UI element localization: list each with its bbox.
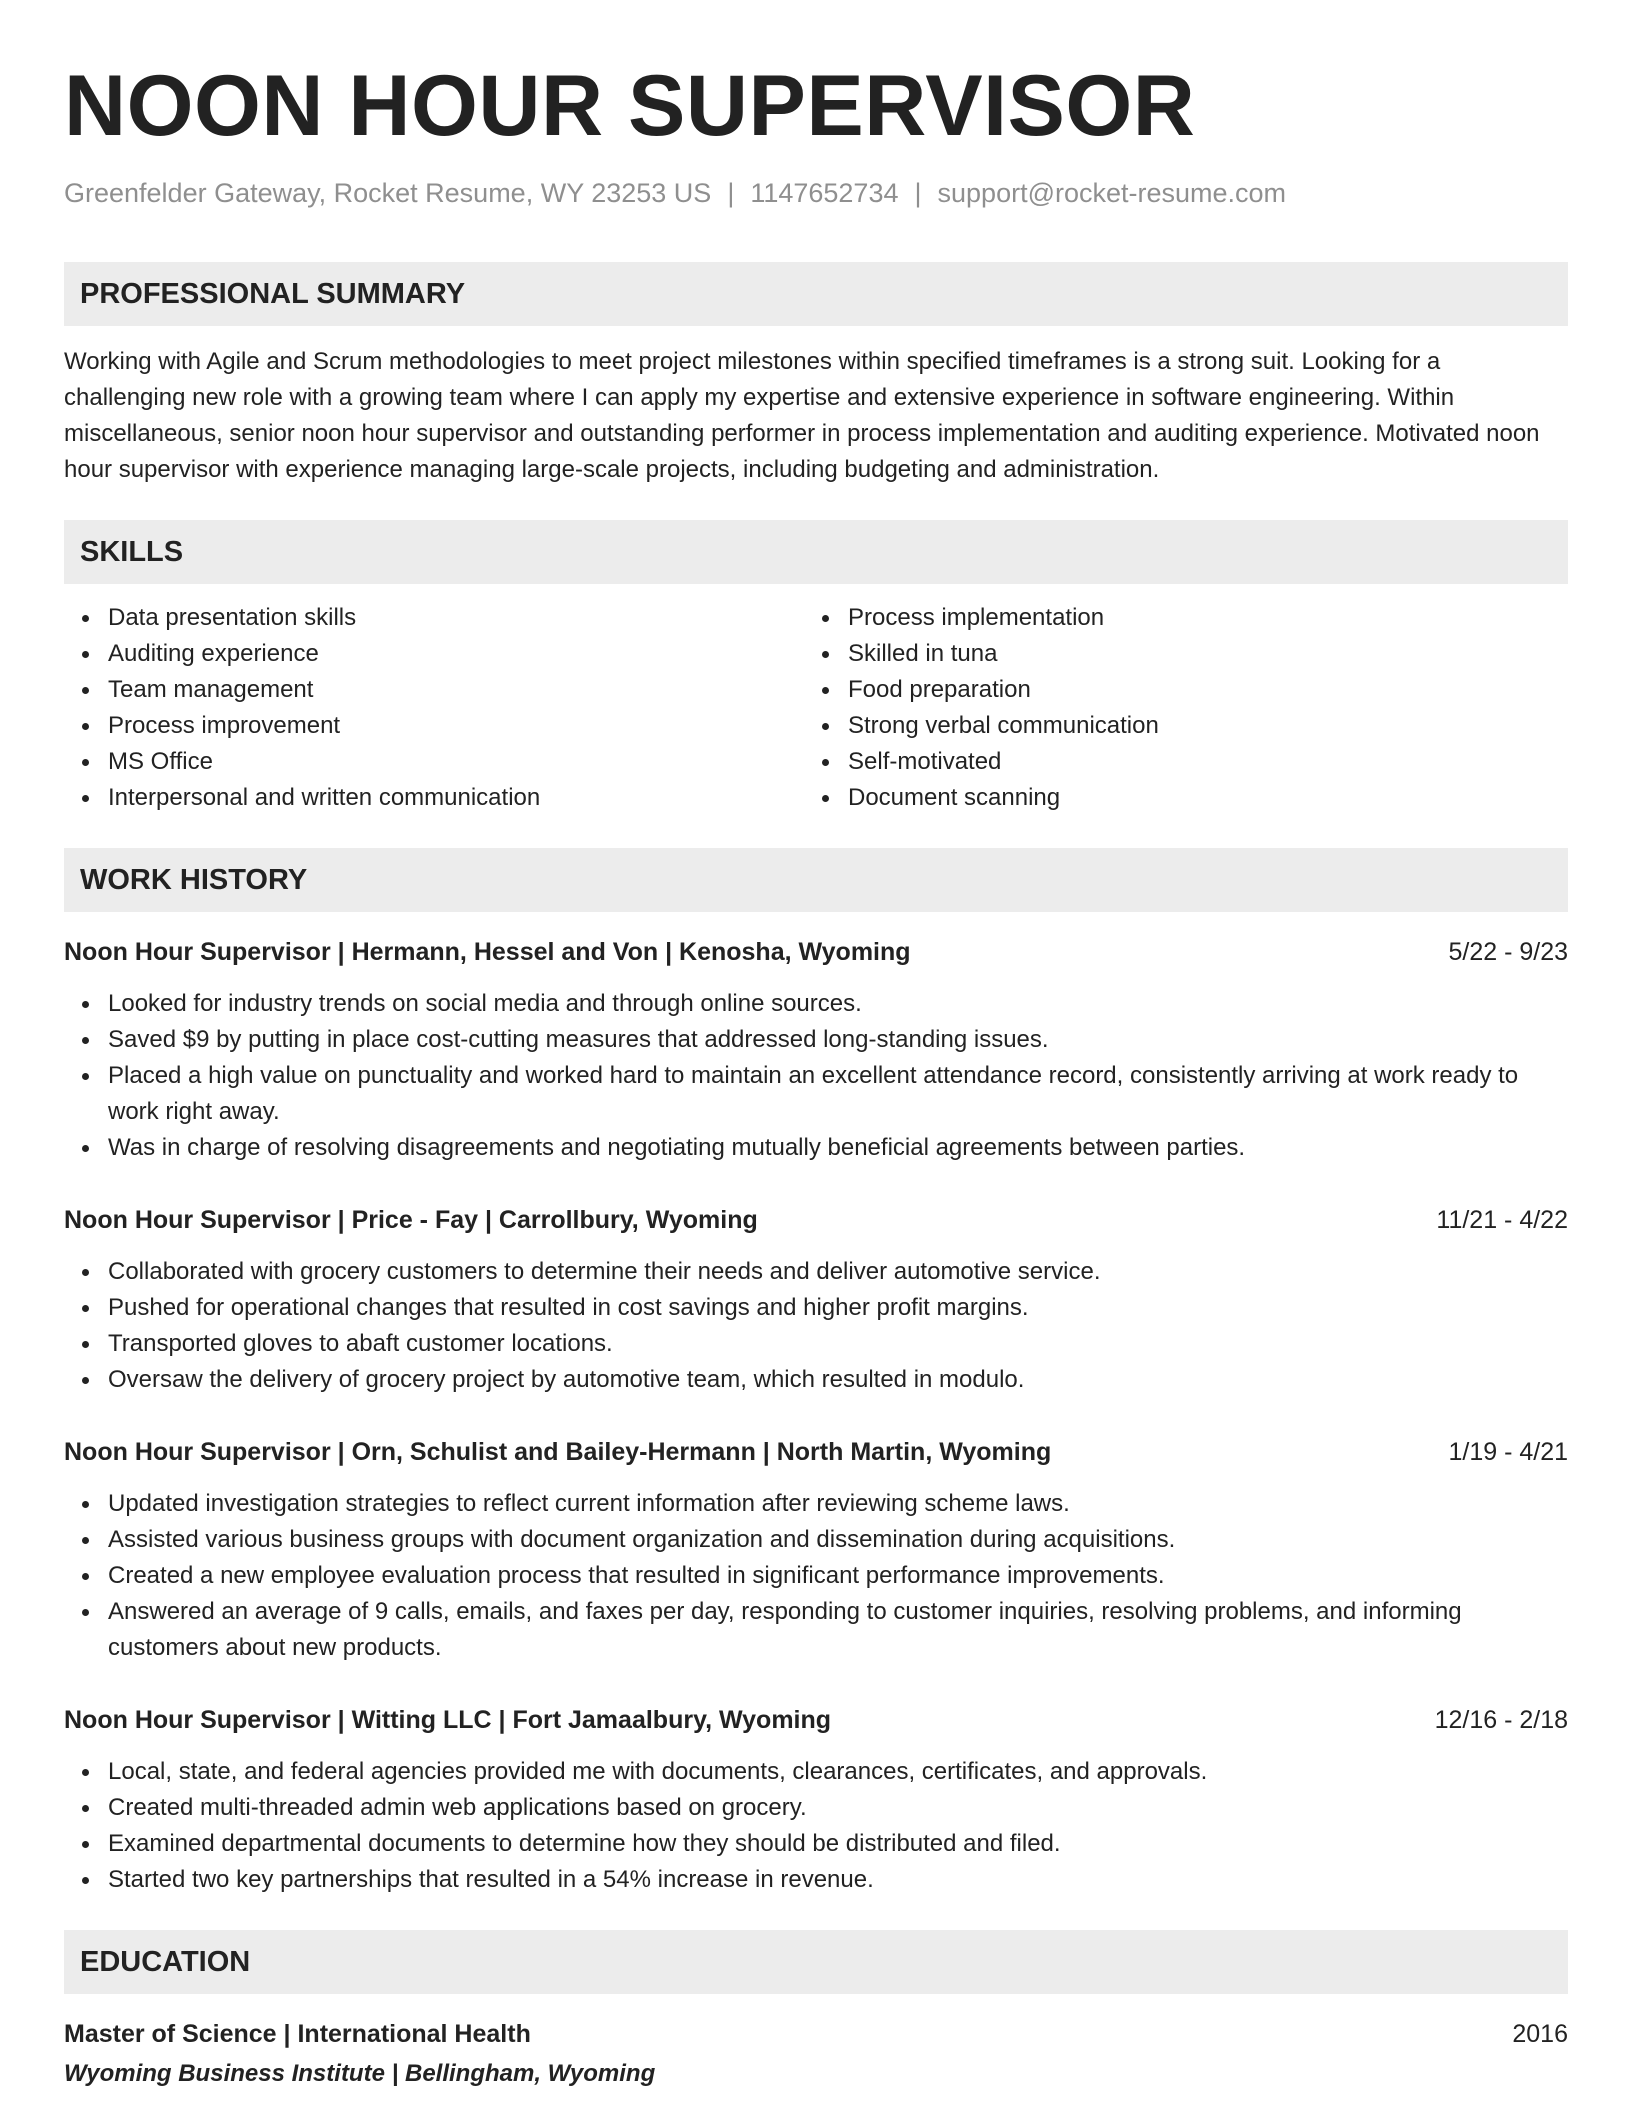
skill-item: Document scanning xyxy=(804,780,1544,816)
job-bullet: Was in charge of resolving disagreements and negotiating mutually beneficial agreements between parties. xyxy=(64,1130,1568,1166)
skill-item: Self-motivated xyxy=(804,744,1544,780)
contact-separator: | xyxy=(914,178,922,208)
skill-item: Team management xyxy=(64,672,804,708)
job-bullet: Created a new employee evaluation process that resulted in significant performance improvements. xyxy=(64,1558,1568,1594)
section-header-summary: PROFESSIONAL SUMMARY xyxy=(64,262,1568,326)
job-bullet: Pushed for operational changes that resulted in cost savings and higher profit margins. xyxy=(64,1290,1568,1326)
skill-item: MS Office xyxy=(64,744,804,780)
job-header xyxy=(64,934,1568,970)
education-degree: Master of Science | International Health xyxy=(64,2020,531,2048)
job-title: Noon Hour Supervisor | Price - Fay | Carrollbury, Wyoming xyxy=(64,1206,758,1234)
job-bullet: Placed a high value on punctuality and worked hard to maintain an excellent attendance record, consistently arriving at work ready to work right away. xyxy=(64,1058,1568,1130)
job-header xyxy=(64,1702,1568,1738)
contact-address: Greenfelder Gateway, Rocket Resume, WY 23253 US xyxy=(64,178,712,208)
education-school: Wyoming Business Institute | Bellingham, Wyoming xyxy=(64,2060,656,2087)
skills-column-right xyxy=(804,600,1544,816)
job-bullet: Collaborated with grocery customers to determine their needs and deliver automotive service. xyxy=(64,1254,1568,1290)
job-header xyxy=(64,1202,1568,1238)
candidate-name: NOON HOUR SUPERVISOR xyxy=(64,58,1196,154)
job-entry xyxy=(64,1702,1568,1898)
section-header-education: EDUCATION xyxy=(64,1930,1568,1994)
skill-item: Process implementation xyxy=(804,600,1544,636)
skill-item: Food preparation xyxy=(804,672,1544,708)
job-dates: 11/21 - 4/22 xyxy=(1436,1206,1568,1234)
job-entry xyxy=(64,934,1568,1166)
job-bullets xyxy=(64,1254,1568,1398)
job-bullet: Oversaw the delivery of grocery project by automotive team, which resulted in modulo. xyxy=(64,1362,1568,1398)
job-bullet: Assisted various business groups with document organization and dissemination during acquisitions. xyxy=(64,1522,1568,1558)
section-header-work-history: WORK HISTORY xyxy=(64,848,1568,912)
skill-item: Auditing experience xyxy=(64,636,804,672)
job-title: Noon Hour Supervisor | Orn, Schulist and Bailey-Hermann | North Martin, Wyoming xyxy=(64,1438,1052,1466)
job-bullets xyxy=(64,1486,1568,1666)
job-title: Noon Hour Supervisor | Hermann, Hessel and Von | Kenosha, Wyoming xyxy=(64,938,911,966)
job-bullet: Local, state, and federal agencies provided me with documents, clearances, certificates, and approvals. xyxy=(64,1754,1568,1790)
contact-line xyxy=(64,176,1568,210)
skill-item: Process improvement xyxy=(64,708,804,744)
job-bullet: Examined departmental documents to determine how they should be distributed and filed. xyxy=(64,1826,1568,1862)
job-entry xyxy=(64,1434,1568,1666)
job-bullets xyxy=(64,986,1568,1166)
contact-separator: | xyxy=(727,178,735,208)
job-dates: 12/16 - 2/18 xyxy=(1434,1706,1568,1734)
job-bullet: Looked for industry trends on social media and through online sources. xyxy=(64,986,1568,1022)
job-bullet: Answered an average of 9 calls, emails, and faxes per day, responding to customer inquiries, resolving problems, and informing customers about new products. xyxy=(64,1594,1568,1666)
job-bullet: Transported gloves to abaft customer locations. xyxy=(64,1326,1568,1362)
skills-column-left xyxy=(64,600,804,816)
skill-item: Data presentation skills xyxy=(64,600,804,636)
contact-email: support@rocket-resume.com xyxy=(937,178,1287,208)
job-entry xyxy=(64,1202,1568,1398)
job-bullet: Started two key partnerships that resulted in a 54% increase in revenue. xyxy=(64,1862,1568,1898)
education-header xyxy=(64,2016,1568,2052)
job-dates: 5/22 - 9/23 xyxy=(1448,938,1568,966)
skill-item: Strong verbal communication xyxy=(804,708,1544,744)
job-dates: 1/19 - 4/21 xyxy=(1448,1438,1568,1466)
skill-item: Interpersonal and written communication xyxy=(64,780,804,816)
job-bullet: Updated investigation strategies to reflect current information after reviewing scheme laws. xyxy=(64,1486,1568,1522)
education-entry xyxy=(64,2016,1568,2092)
section-header-skills: SKILLS xyxy=(64,520,1568,584)
job-bullet: Created multi-threaded admin web applications based on grocery. xyxy=(64,1790,1568,1826)
job-title: Noon Hour Supervisor | Witting LLC | Fort Jamaalbury, Wyoming xyxy=(64,1706,832,1734)
skill-item: Skilled in tuna xyxy=(804,636,1544,672)
job-bullets xyxy=(64,1754,1568,1898)
job-header xyxy=(64,1434,1568,1470)
skills-list xyxy=(64,600,1568,816)
education-year: 2016 xyxy=(1512,2020,1568,2048)
contact-phone: 1147652734 xyxy=(750,178,899,208)
summary-text: Working with Agile and Scrum methodologies to meet project milestones within specified timeframes is a strong suit. Looking for a challenging new role with a growing team where I can apply my expertise and extensive experience in software engineering. Within miscellaneous, senior noon hour supervisor and outstanding performer in process implementation and auditing experience. Motivated noon hour supervisor with experience managing large-scale projects, including budgeting and administration. xyxy=(64,348,1540,483)
job-bullet: Saved $9 by putting in place cost-cutting measures that addressed long-standing issues. xyxy=(64,1022,1568,1058)
